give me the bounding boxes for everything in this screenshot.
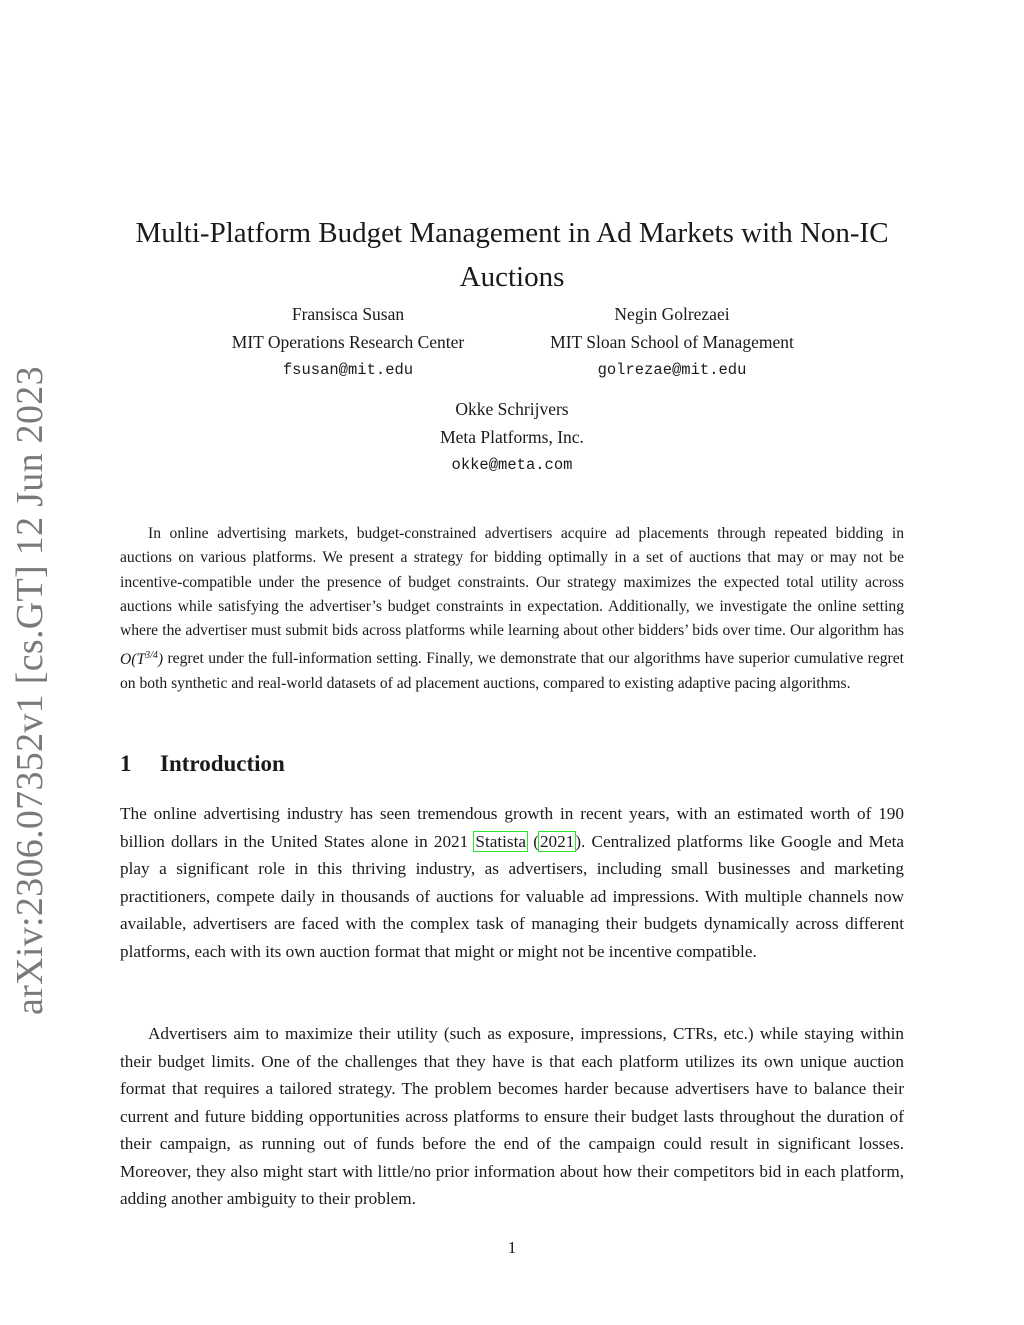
intro-paragraph-1: The online advertising industry has seen tremendous growth in recent years, with an estimated worth of 190 billion dollars in the United States alone in 2021 Statista (2021). Centralized platforms like Google and Meta play a significant role in this thriving industry, as advertisers, including small businesses and marketing practitioners, compete daily in thousands of auctions for valuable ad impressions. With multiple channels now available, advertisers are faced with the complex task of managing their budgets dynamically across different platforms, each with its own auction format that might or might not be incentive compatible. <box>120 804 904 961</box>
author-block-3 <box>342 395 682 479</box>
author-block-2 <box>502 300 842 384</box>
citation-link-author[interactable]: Statista <box>475 831 527 851</box>
abstract-text: In online advertising markets, budget-constrained advertisers acquire ad placements through repeated bidding in auctions on various platforms. We present a strategy for bidding optimally in a set of auctions that may or may not be incentive-compatible under the presence of budget constraints. Our strategy maximizes the expected total utility across auctions while satisfying the advertiser’s budget constraints in expectation. Additionally, we investigate the online setting where the advertiser must submit bids across platforms while learning about other bidders’ bids over time. Our algorithm has <box>120 525 904 640</box>
arxiv-identifier-stamp: arXiv:2306.07352v1 [cs.GT] 12 Jun 2023 <box>9 366 51 1015</box>
abstract <box>120 522 904 696</box>
section-heading-introduction <box>120 751 285 777</box>
abstract-text: regret under the full-information setting. Finally, we demonstrate that our algorithms have superior cumulative regret on both synthetic and real-world datasets of ad placement auctions, compared to existing adaptive pacing algorithms. <box>120 650 904 692</box>
author-name: Negin Golrezaei <box>614 304 730 324</box>
paper-title: Multi-Platform Budget Management in Ad Markets with Non-IC Auctions <box>135 217 889 294</box>
author-affiliation: Meta Platforms, Inc. <box>440 427 584 447</box>
author-email: fsusan@mit.edu <box>282 361 414 379</box>
author-affiliation: MIT Operations Research Center <box>231 332 465 352</box>
page-number: 1 <box>507 1238 517 1257</box>
intro-paragraph-2: Advertisers aim to maximize their utility (such as exposure, impressions, CTRs, etc.) while staying within their budget limits. One of the challenges that they have is that each platform utilizes its own unique auction format that requires a tailored strategy. The problem becomes harder because advertisers have to balance their current and future bidding opportunities across platforms to ensure their budget lasts throughout the duration of their campaign, as running out of funds before the end of the campaign could result in significant losses. Moreover, they also might start with little/no prior information about how their competitors bid in each platform, adding another ambiguity to their problem. <box>120 1024 904 1208</box>
author-name: Okke Schrijvers <box>455 399 569 419</box>
author-email: okke@meta.com <box>451 456 573 474</box>
section-number: 1 <box>120 751 132 776</box>
section-title: Introduction <box>160 751 285 776</box>
regret-bound-math: $O(T^{3/4})$ <box>120 649 164 668</box>
author-email: golrezae@mit.edu <box>597 361 747 379</box>
author-name: Fransisca Susan <box>291 304 405 324</box>
citation-link-year[interactable]: 2021 <box>539 831 575 851</box>
author-block-1 <box>178 300 518 384</box>
author-affiliation: MIT Sloan School of Management <box>550 332 794 352</box>
